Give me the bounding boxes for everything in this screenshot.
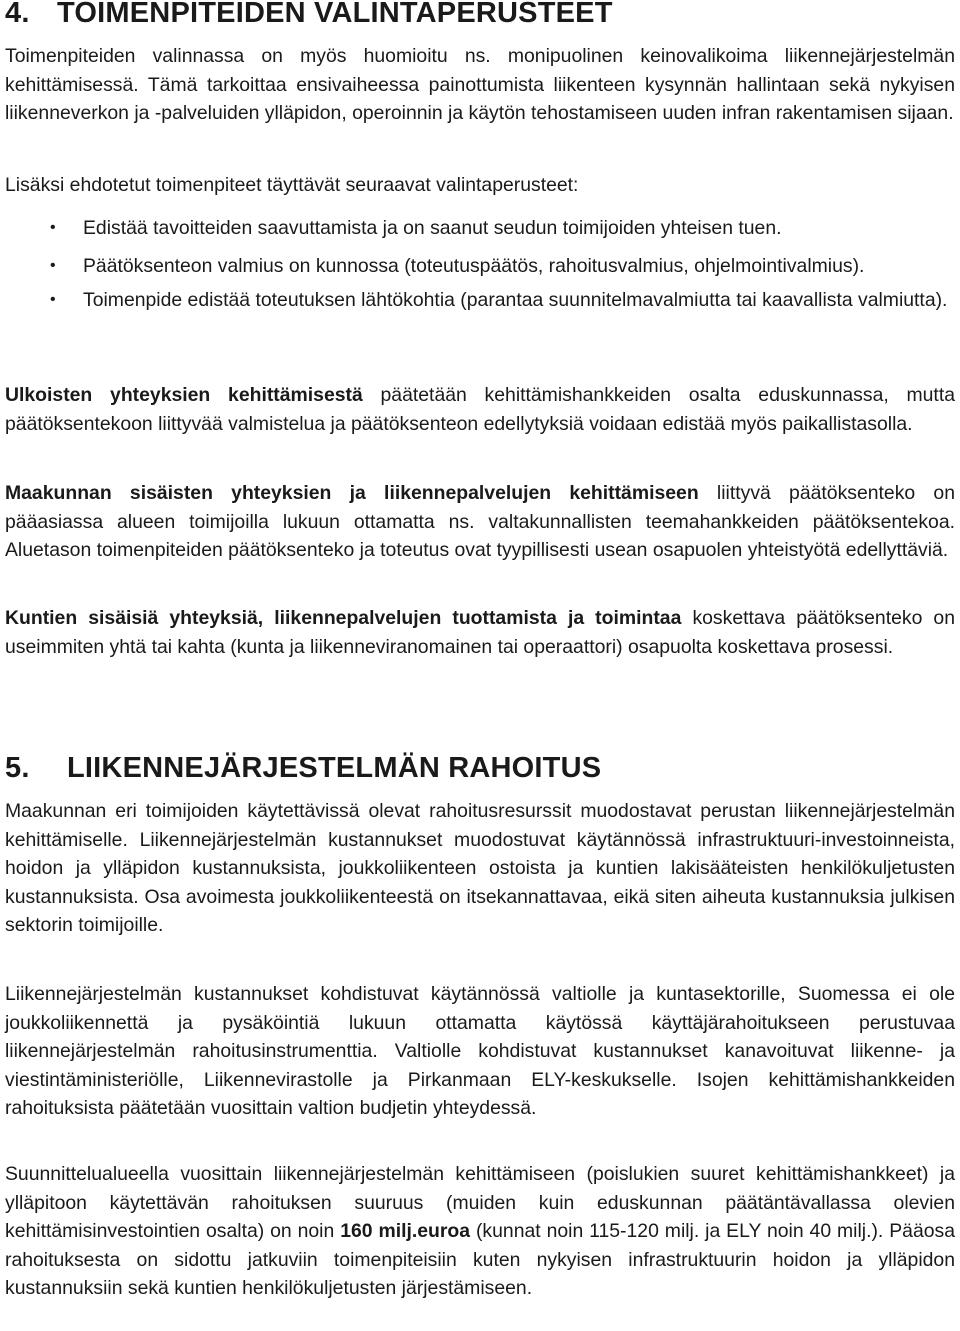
criteria-list: [5, 214, 955, 315]
list-item-text: Päätöksenteon valmius on kunnossa (toteutuspäätös, rahoitusvalmius, ohjelmointivalmius).: [83, 254, 865, 277]
list-item-text: Toimenpide edistää toteutuksen lähtökohtia (parantaa suunnitelmavalmiutta tai kaavallista valmiutta).: [83, 289, 948, 311]
bullet-icon: •: [50, 256, 56, 274]
list-item: [5, 214, 955, 243]
list-item: [5, 252, 955, 281]
section-5-heading: [5, 752, 601, 784]
annual-funding-text-b: (kunnat noin 115-120 milj. ja ELY noin 40 milj.). Pääosa rahoituksesta on sidottu jatkuviin toimenpiteisiin kuten nykyisen infrastruktuurin hoidon ja ylläpidon kustannuksiin sekä kuntien henkilökuljetusten järjestämiseen.: [5, 1220, 956, 1299]
funding-resources-paragraph: Maakunnan eri toimijoiden käytettävissä olevat rahoitusresurssit muodostavat perustan liikennejärjestelmän kehittämiselle. Liikennejärjestelmän kustannukset muodostuvat käytännössä infrastruktuuri-investoinneista, hoidon ja ylläpidon kustannuksista, joukkoliikenteen ostoista ja kuntien lakisääteisten henkilökuljetusten kustannuksista. Osa avoimesta joukkoliikenteestä on itsekannattavaa, eikä siten aiheuta kustannuksia julkisen sektorin toimijoille.: [5, 800, 955, 936]
annual-funding-amount: 160 milj.euroa: [340, 1220, 471, 1242]
regional-connections-body: liittyvä päätöksenteko on pääasiassa alueen toimijoilla lukuun ottamatta ns. valtakunnallisten teemahankkeiden päätöksentekoa. Aluetason toimenpiteiden päätöksenteko ja toteutus ovat tyypillisesti usean osapuolen yhteistyötä edellyttäviä.: [5, 482, 955, 561]
list-item-text: Edistää tavoitteiden saavuttamista ja on saanut seudun toimijoiden yhteisen tuen.: [83, 217, 782, 239]
bullet-icon: •: [50, 291, 56, 308]
external-connections-body: päätetään kehittämishankkeiden osalta eduskunnassa, mutta päätöksentekoon liittyvää valmistelua ja päätöksenteon edellytyksiä voidaan edistää myös paikallistasolla.: [5, 384, 955, 435]
annual-funding-paragraph: [5, 1160, 955, 1303]
external-connections-paragraph: [5, 381, 955, 438]
section-5-number: 5.: [5, 752, 30, 784]
municipal-connections-body: koskettava päätöksenteko on useimmiten yhtä tai kahta (kunta ja liikenneviranomainen tai operaattori) osapuolta koskettava prosessi.: [5, 607, 955, 658]
external-connections-lead: Ulkoisten yhteyksien kehittämisestä: [5, 384, 363, 406]
regional-connections-paragraph: [5, 479, 955, 565]
bullet-icon: •: [50, 219, 56, 236]
regional-connections-lead: Maakunnan sisäisten yhteyksien ja liikennepalvelujen kehittämiseen: [5, 482, 699, 504]
section-4-title: TOIMENPITEIDEN VALINTAPERUSTEET: [57, 0, 613, 29]
section-4-heading: [5, 0, 613, 29]
section-5-title: LIIKENNEJÄRJESTELMÄN RAHOITUS: [67, 752, 602, 784]
cost-allocation-paragraph: Liikennejärjestelmän kustannukset kohdistuvat käytännössä valtiolle ja kuntasektorille, Suomessa ei ole joukkoliikennettä ja pysäköintiä lukuun ottamatta käytössä käyttäjärahoitukseen perustuvaa liikennejärjestelmän rahoitusinstrumenttia. Valtiolle kohdistuvat kustannukset kanavoituvat liikenne- ja viestintäministeriölle, Liikennevirastolle ja Pirkanmaan ELY-keskukselle. Isojen kehittämishankkeiden rahoituksista päätetään vuosittain valtion budjetin yhteydessä.: [5, 983, 955, 1119]
municipal-connections-lead: Kuntien sisäisiä yhteyksiä, liikennepalvelujen tuottamista ja toimintaa: [5, 607, 682, 629]
list-item: [5, 286, 955, 315]
municipal-connections-paragraph: [5, 604, 955, 661]
annual-funding-text-a: Suunnittelualueella vuosittain liikennejärjestelmän kehittämiseen (poislukien suuret kehittämishankkeet) ja ylläpitoon käytettävän rahoituksen suuruus (muiden kuin eduskunnan päätäntävallassa olevien kehittämisinvestointien osalta) on noin: [5, 1163, 955, 1242]
criteria-lead-paragraph: Lisäksi ehdotetut toimenpiteet täyttävät seuraavat valintaperusteet:: [5, 174, 579, 196]
selection-intro-paragraph: Toimenpiteiden valinnassa on myös huomioitu ns. monipuolinen keinovalikoima liikennejärjestelmän kehittämisessä. Tämä tarkoittaa ensivaiheessa painottumista liikenteen kysynnän hallintaan sekä nykyisen liikenneverkon ja -palveluiden ylläpidon, operoinnin ja käytön tehostamiseen uuden infran rakentamisen sijaan.: [5, 45, 955, 124]
section-4-number: 4.: [5, 0, 30, 29]
